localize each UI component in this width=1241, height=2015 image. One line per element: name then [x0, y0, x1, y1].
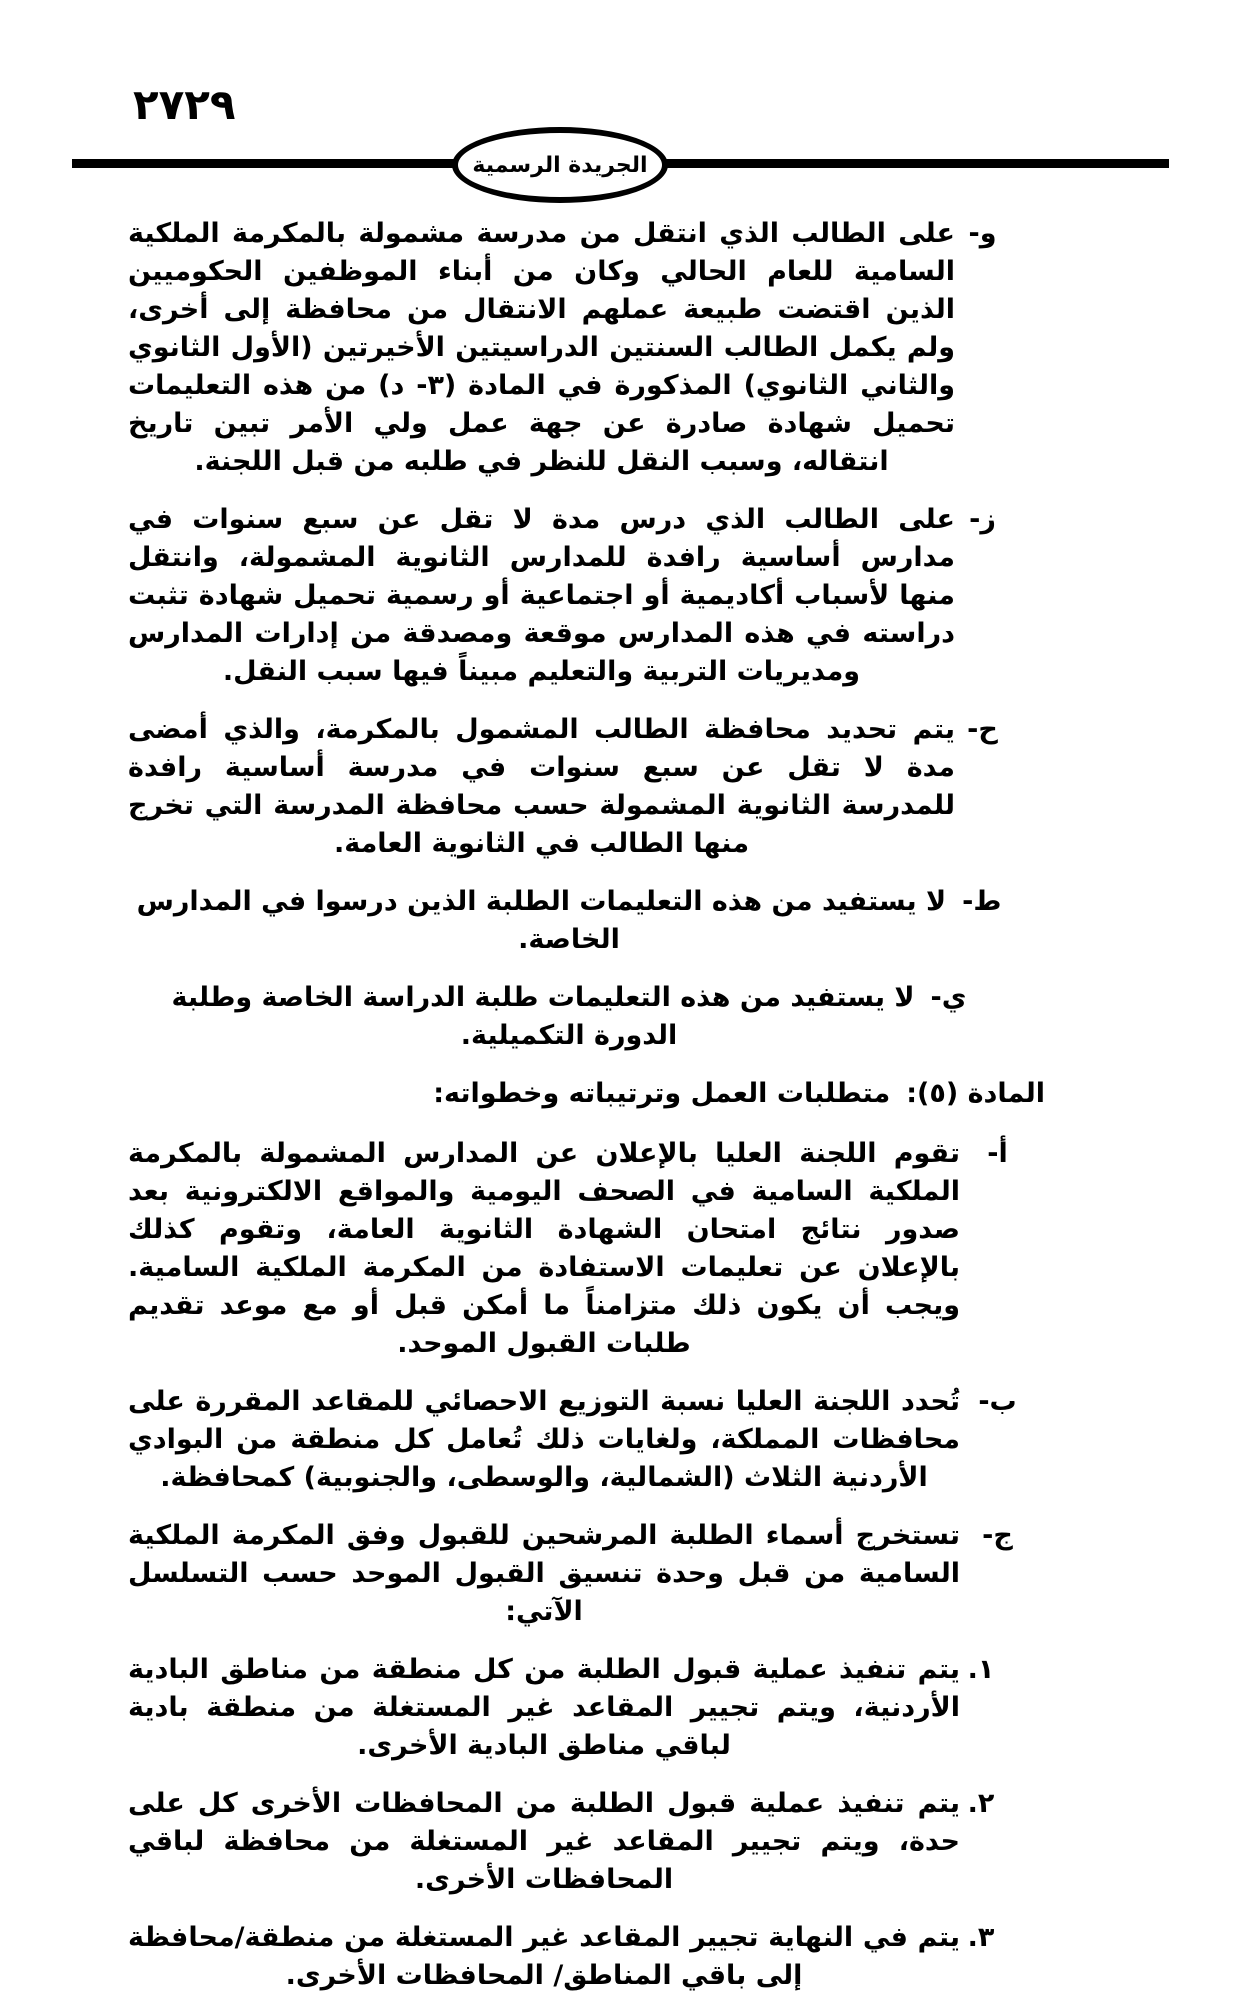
numbered-step-3-marker: ٣. [967, 1922, 995, 1953]
gazette-badge-label: الجريدة الرسمية [472, 152, 648, 178]
article-title: متطلبات العمل وترتيباته وخطواته: [433, 1078, 891, 1109]
clause-hha [128, 711, 1010, 863]
numbered-step-1-marker: ١. [967, 1654, 995, 1685]
numbered-step-3-text: يتم في النهاية تجيير المقاعد غير المستغلة من منطقة/محافظة إلى باقي المناطق/ المحافظات الأخرى. [128, 1922, 960, 1991]
clause-tta-marker: ط- [962, 886, 1002, 917]
subclause-alef [128, 1135, 1035, 1363]
subclause-jim-text: تستخرج أسماء الطلبة المرشحين للقبول وفق المكرمة الملكية السامية من قبل وحدة تنسيق القبول الموحد حسب التسلسل الآتي: [128, 1520, 960, 1627]
subclause-ba [128, 1383, 1035, 1497]
clause-ya-marker: ي- [930, 982, 967, 1013]
numbered-step-2 [128, 1785, 1002, 1899]
numbered-step-2-marker: ٢. [967, 1788, 995, 1819]
numbered-step-1-text: يتم تنفيذ عملية قبول الطلبة من كل منطقة من مناطق البادية الأردنية، ويتم تجيير المقاعد غير المستغلة من منطقة بادية لباقي مناطق البادية الأخرى. [128, 1654, 960, 1761]
clause-hha-marker: ح- [967, 714, 998, 745]
clause-zay [128, 501, 1010, 691]
subclause-ba-marker: ب- [978, 1386, 1017, 1417]
numbered-step-3 [128, 1919, 1002, 1995]
document-body [128, 215, 1045, 2015]
clause-waw-marker: و- [968, 218, 997, 249]
clause-ya-text: لا يستفيد من هذه التعليمات طلبة الدراسة الخاصة وطلبة الدورة التكميلية. [171, 982, 915, 1051]
subclause-jim [128, 1517, 1035, 1631]
subclause-alef-marker: أ- [987, 1138, 1008, 1169]
clause-waw-text: على الطالب الذي انتقل من مدرسة مشمولة بالمكرمة الملكية السامية للعام الحالي وكان من أبناء الموظفين الحكوميين الذين اقتضت طبيعة عملهم الانتقال من محافظة إلى أخرى، ولم يكمل الطالب السنتين الدراسيتين الأخيرتين (الأول الثانوي والثاني الثانوي) المذكورة في المادة (٣- د) من هذه التعليمات تحميل شهادة صادرة عن جهة عمل ولي الأمر تبين تاريخ انتقاله، وسبب النقل للنظر في طلبه من قبل اللجنة. [128, 218, 955, 477]
subclause-alef-text: تقوم اللجنة العليا بالإعلان عن المدارس المشمولة بالمكرمة الملكية السامية في الصحف اليومية والمواقع الالكترونية بعد صدور نتائج امتحان الشهادة الثانوية العامة، وتقوم كذلك بالإعلان عن تعليمات الاستفادة من المكرمة الملكية السامية. ويجب أن يكون ذلك متزامناً ما أمكن قبل أو مع موعد تقديم طلبات القبول الموحد. [128, 1138, 960, 1359]
article-number-label: المادة (٥): [906, 1078, 1045, 1109]
numbered-step-1 [128, 1651, 1002, 1765]
article-heading [128, 1075, 1045, 1113]
subclause-ba-text: تُحدد اللجنة العليا نسبة التوزيع الاحصائي للمقاعد المقررة على محافظات المملكة، ولغايات ذلك تُعامل كل منطقة من البوادي الأردنية الثلاث (الشمالية، والوسطى، والجنوبية) كمحافظة. [128, 1386, 960, 1493]
clause-hha-text: يتم تحديد محافظة الطالب المشمول بالمكرمة، والذي أمضى مدة لا تقل عن سبع سنوات في مدرسة أساسية رافدة للمدرسة الثانوية المشمولة حسب محافظة المدرسة التي تخرج منها الطالب في الثانوية العامة. [128, 714, 955, 859]
subclause-jim-marker: ج- [982, 1520, 1013, 1551]
clause-waw [128, 215, 1010, 481]
numbered-step-2-text: يتم تنفيذ عملية قبول الطلبة من المحافظات الأخرى كل على حدة، ويتم تجيير المقاعد غير المستغلة من محافظة لباقي المحافظات الأخرى. [128, 1788, 960, 1895]
clause-tta [128, 883, 1010, 959]
clause-zay-text: على الطالب الذي درس مدة لا تقل عن سبع سنوات في مدارس أساسية رافدة للمدارس الثانوية المشمولة، وانتقل منها لأسباب أكاديمية أو اجتماعية أو رسمية تحميل شهادة تثبت دراسته في هذه المدارس موقعة ومصدقة من إدارات المدارس ومديريات التربية والتعليم مبيناً فيها سبب النقل. [128, 504, 955, 687]
clause-tta-text: لا يستفيد من هذه التعليمات الطلبة الذين درسوا في المدارس الخاصة. [136, 886, 947, 955]
clause-ya [128, 979, 1010, 1055]
gazette-badge [452, 127, 668, 203]
clause-zay-marker: ز- [969, 504, 996, 535]
page-number: ٢٧٢٩ [133, 80, 236, 129]
